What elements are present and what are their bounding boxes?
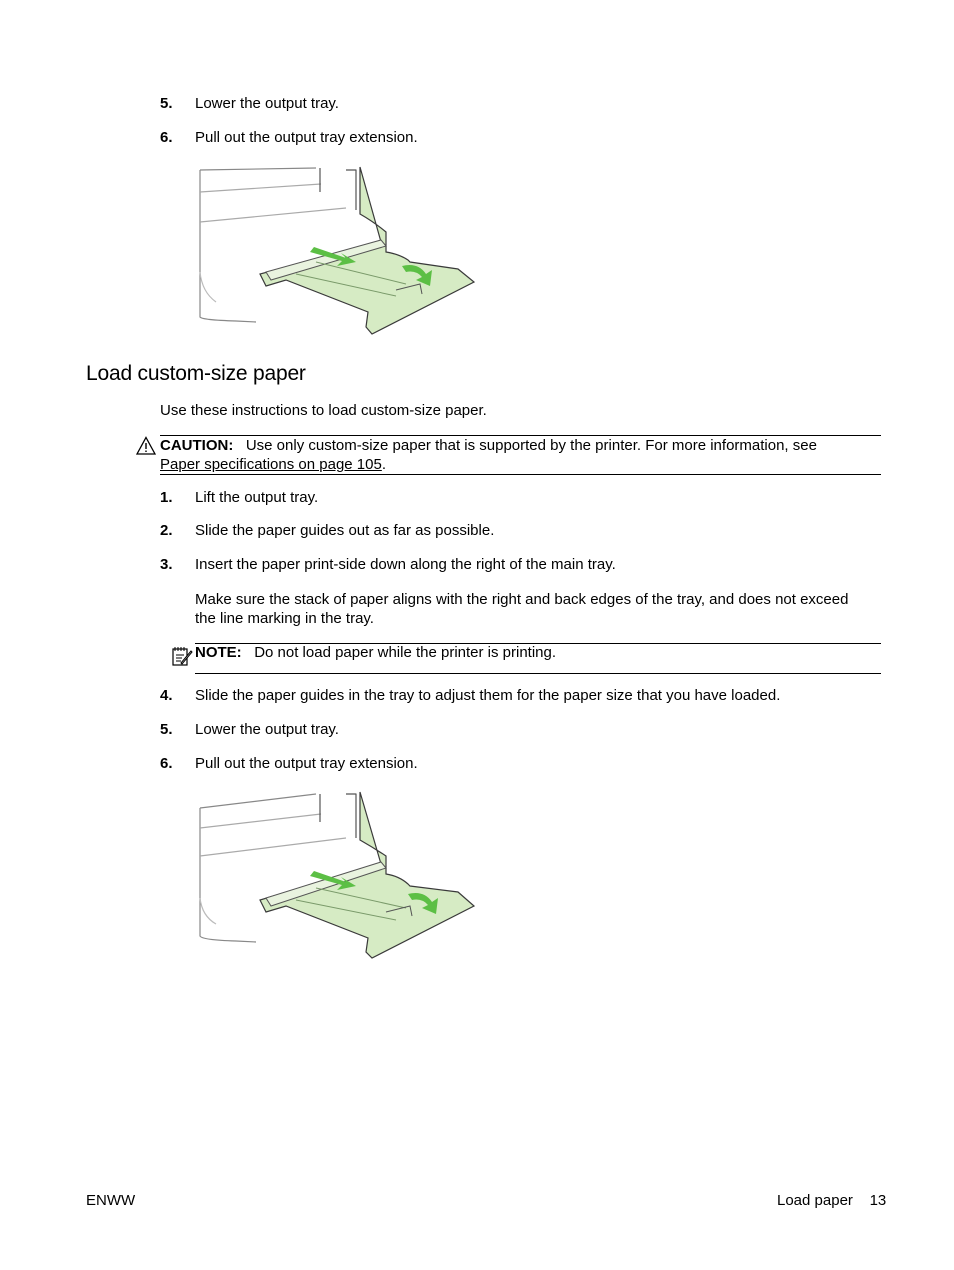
step-5-top (160, 95, 339, 113)
step-3-detail: Make sure the stack of paper aligns with the right and back edges of the tray, and does not exceed the line marking in the tray. (195, 591, 849, 627)
note-label: NOTE: (195, 644, 242, 661)
step-number: 1. (160, 489, 173, 506)
caution-bottom-rule (160, 474, 881, 475)
printer-output-tray-illustration (196, 162, 481, 340)
note-text-block (195, 644, 556, 662)
step-number: 5. (160, 721, 173, 738)
step-number: 6. (160, 129, 173, 146)
note-bottom-rule (195, 673, 881, 674)
paper-specifications-link[interactable]: Paper specifications on page 105 (160, 456, 382, 473)
step-number: 6. (160, 755, 173, 772)
printer-output-tray-illustration-2 (196, 788, 481, 966)
page-number: 13 (869, 1192, 887, 1209)
step-text: Slide the paper guides in the tray to adjust them for the paper size that you have loaded. (195, 687, 781, 704)
intro-text: Use these instructions to load custom-size paper. (160, 402, 487, 419)
step-3 (160, 556, 616, 574)
step-1 (160, 489, 318, 507)
caution-text: Use only custom-size paper that is supported by the printer. For more information, see (245, 437, 817, 454)
step-6-top (160, 129, 418, 147)
footer-right (777, 1192, 886, 1210)
step-number: 5. (160, 95, 173, 112)
step-text: Insert the paper print-side down along the right of the main tray. (195, 556, 616, 573)
step-text: Pull out the output tray extension. (195, 129, 418, 146)
step-6 (160, 755, 418, 773)
step-2 (160, 522, 494, 540)
step-5 (160, 721, 339, 739)
warning-triangle-icon (136, 436, 156, 455)
caution-text-block (160, 436, 880, 474)
step-number: 2. (160, 522, 173, 539)
step-text: Lower the output tray. (195, 95, 339, 112)
step-text: Lower the output tray. (195, 721, 339, 738)
note-pad-icon (171, 645, 193, 667)
step-4 (160, 687, 780, 705)
footer-left: ENWW (86, 1192, 136, 1209)
step-number: 3. (160, 556, 173, 573)
step-text: Lift the output tray. (195, 489, 319, 506)
step-text: Pull out the output tray extension. (195, 755, 418, 772)
step-text: Slide the paper guides out as far as possible. (195, 522, 495, 539)
section-title: Load custom-size paper (86, 362, 306, 385)
caution-label: CAUTION: (160, 437, 234, 454)
step-number: 4. (160, 687, 173, 704)
note-text: Do not load paper while the printer is printing. (254, 644, 557, 661)
caution-end: . (381, 456, 386, 473)
footer-section: Load paper (777, 1192, 853, 1209)
